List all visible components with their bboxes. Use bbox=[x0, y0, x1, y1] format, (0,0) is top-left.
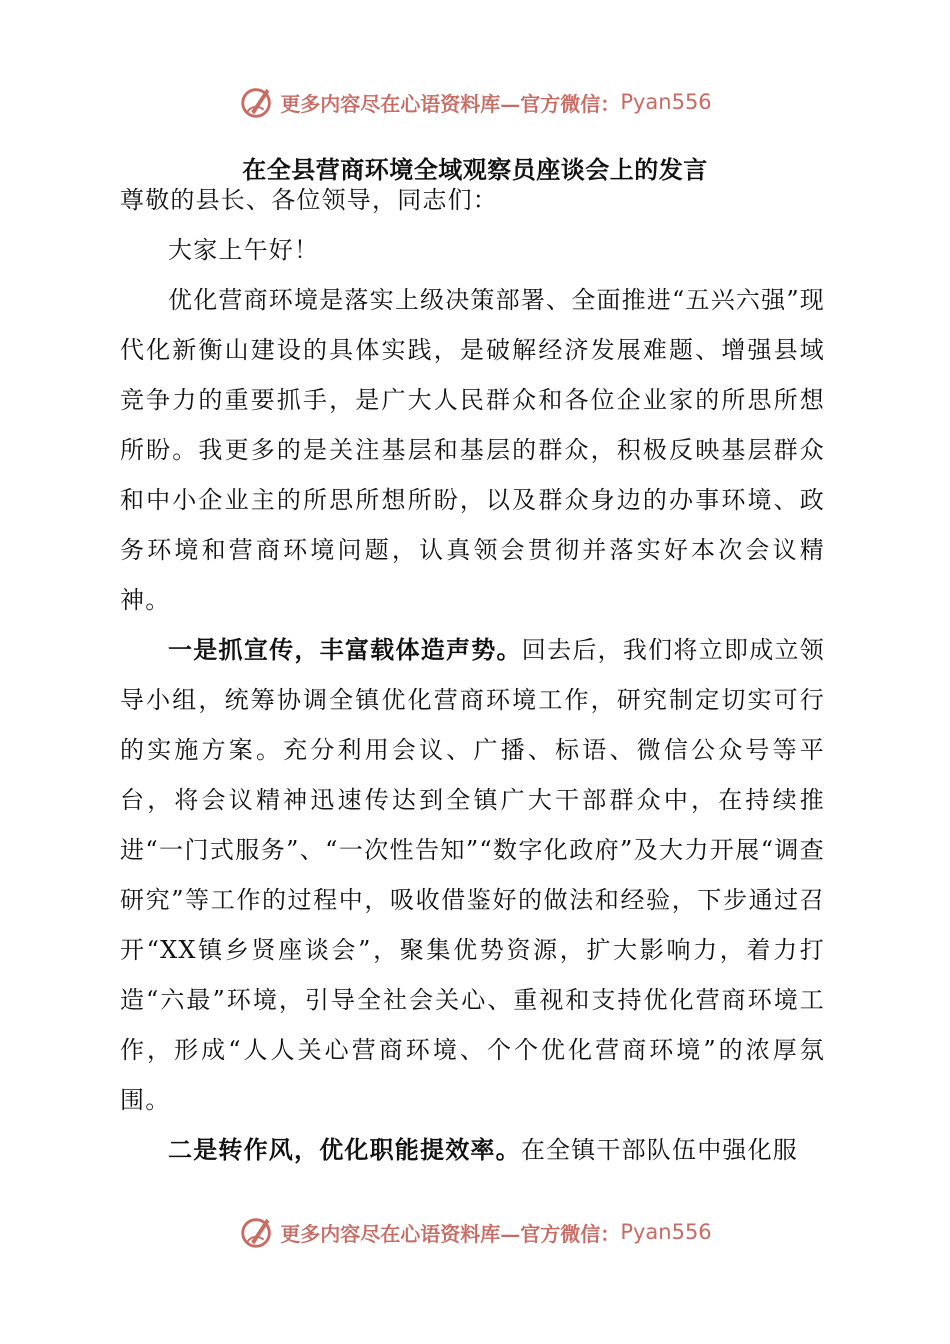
pen-logo-icon bbox=[238, 83, 276, 121]
watermark-wechat-id: Pyan556 bbox=[620, 1220, 712, 1244]
pen-logo-icon bbox=[238, 1213, 276, 1251]
section-2-heading: 二是转作风，优化职能提效率。 bbox=[168, 1135, 521, 1164]
section-1-paragraph bbox=[120, 625, 825, 1125]
watermark-text: 更多内容尽在心语资料库—官方微信： bbox=[280, 1221, 621, 1246]
watermark-banner-top bbox=[0, 80, 950, 124]
section-2-body: 在全镇干部队伍中强化服 bbox=[520, 1136, 799, 1164]
section-2-paragraph bbox=[120, 1125, 825, 1175]
intro-paragraph: 优化营商环境是落实上级决策部署、全面推进“五兴六强”现代化新衡山建设的具体实践，是破解经济发展难题、增强县域竞争力的重要抓手，是广大人民群众和各位企业家的所思所想所盼。我更多的是关注基层和基层的群众，积极反映基层群众和中小企业主的所思所想所盼，以及群众身边的办事环境、政务环境和营商环境问题，认真领会贯彻并落实好本次会议精神。 bbox=[120, 286, 825, 614]
watermark-text: 更多内容尽在心语资料库—官方微信： bbox=[280, 91, 621, 116]
watermark-banner-bottom bbox=[0, 1210, 950, 1254]
watermark-wechat-id: Pyan556 bbox=[620, 90, 712, 114]
greeting: 大家上午好！ bbox=[168, 236, 320, 264]
salutation: 尊敬的县长、各位领导，同志们： bbox=[120, 186, 498, 214]
document-title: 在全县营商环境全域观察员座谈会上的发言 bbox=[242, 155, 708, 184]
section-1-body: 回去后，我们将立即成立领导小组，统筹协调全镇优化营商环境工作，研究制定切实可行的实施方案。充分利用会议、广播、标语、微信公众号等平台，将会议精神迅速传达到全镇广大干部群众中，在持续推进“一门式服务”、“一次性告知”“数字化政府”及大力开展“调查研究”等工作的过程中，吸收借鉴好的做法和经验，下步通过召开“XX镇乡贤座谈会”，聚集优势资源，扩大影响力，着力打造“六最”环境，引导全社会关心、重视和支持优化营商环境工作，形成“人人关心营商环境、个个优化营商环境”的浓厚氛围。 bbox=[120, 636, 825, 1114]
document-body bbox=[120, 175, 825, 1175]
section-1-heading: 一是抓宣传，丰富载体造声势。 bbox=[168, 635, 522, 664]
